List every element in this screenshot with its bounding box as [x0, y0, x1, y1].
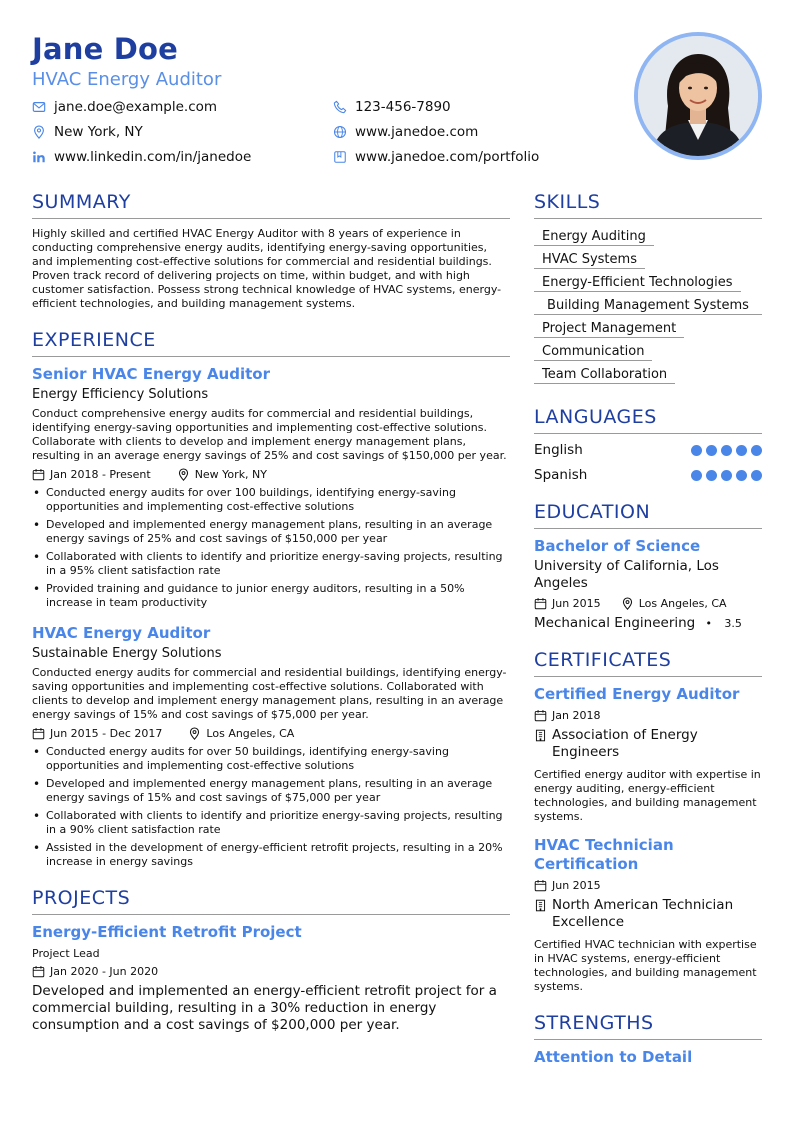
building-icon [534, 729, 547, 742]
project-description: Developed and implemented an energy-efficient retrofit project for a commercial building, resulting in a 30% reduction in energy consumption and a cost savings of $200,000 per year. [32, 983, 497, 1033]
certificate-date: Jan 2018 [552, 709, 601, 722]
website-text: www.janedoe.com [355, 124, 479, 140]
certificate-org-row [534, 727, 762, 761]
job-description: Conduct comprehensive energy audits for commercial and residential buildings, identifying energy-saving opportunities and implementing cost-effective solutions. Collaborate with clients to develop and implement energy management plans, resulting in an average energy savings of 25% and cost savings of $150,000 per year. [32, 407, 507, 462]
project-role: Project Lead [32, 947, 100, 960]
certificate-name: Certified Energy Auditor [534, 685, 740, 703]
education-heading: EDUCATION [534, 501, 762, 529]
project-title: Energy-Efficient Retrofit Project [32, 923, 302, 941]
education-date: Jun 2015 [552, 597, 601, 610]
education-field-row: Mechanical Engineering • 3.5 [534, 615, 742, 631]
job-company: Sustainable Energy Solutions [32, 646, 222, 661]
job-entry [32, 365, 510, 610]
list-item: • Provided training and guidance to junior energy auditors, resulting in a 50% increase in team productivity [32, 582, 510, 610]
portfolio-icon [333, 150, 347, 164]
calendar-icon [534, 879, 547, 892]
job-entry [32, 624, 510, 869]
linkedin-text: www.linkedin.com/in/janedoe [54, 149, 252, 165]
skill-tag: Project Management [534, 319, 684, 338]
calendar-icon [32, 727, 45, 740]
location-pin-icon [188, 727, 201, 740]
skill-tag: Energy Auditing [534, 227, 654, 246]
job-description: Conducted energy audits for commercial and residential buildings, identifying energy-saving opportunities and implementing cost-effective solutions. Collaborated with clients to develop and implement energy management plans, resulting in an average energy savings of 15% and cost savings of $75,000 per year. [32, 666, 507, 721]
calendar-icon [534, 597, 547, 610]
list-item: • Developed and implemented energy management plans, resulting in an average energy savings of 15% and cost savings of $75,000 per year [32, 777, 510, 805]
certificate-description: Certified HVAC technician with expertise in HVAC systems, energy-efficient technologies, and building management systems. [534, 938, 757, 993]
job-bullets [32, 486, 510, 610]
language-row [534, 467, 762, 483]
location-pin-icon [32, 125, 46, 139]
project-dates: Jan 2020 - Jun 2020 [50, 965, 159, 978]
profile-photo [634, 32, 762, 160]
list-item: • Collaborated with clients to identify and prioritize energy-saving projects, resulting in a 95% client satisfaction rate [32, 550, 510, 578]
job-location: Los Angeles, CA [206, 727, 295, 740]
proficiency-dots [687, 470, 762, 481]
job-dates: Jun 2015 - Dec 2017 [50, 727, 163, 740]
skills-heading: SKILLS [534, 191, 762, 219]
email-text: jane.doe@example.com [54, 99, 218, 115]
skills-list [534, 227, 762, 388]
summary-text: Highly skilled and certified HVAC Energy Auditor with 8 years of experience in conducting comprehensive energy audits, identifying energy-saving opportunities, and implementing cost-effective solutions for commercial and residential buildings. Proven track record of delivering projects on time, within budget, and with high customer satisfaction. Possess strong technical knowledge of HVAC systems, energy-efficient technologies, and building management systems. [32, 227, 502, 310]
list-item: • Assisted in the development of energy-efficient retrofit projects, resulting in a 20% increase in energy savings [32, 841, 510, 869]
contact-linkedin[interactable] [32, 149, 251, 165]
candidate-title: HVAC Energy Auditor [32, 69, 222, 90]
certificate-meta [534, 879, 762, 892]
portfolio-text: www.janedoe.com/portfolio [355, 149, 540, 165]
calendar-icon [32, 468, 45, 481]
left-column [32, 191, 510, 1034]
location-pin-icon [177, 468, 190, 481]
job-title: Senior HVAC Energy Auditor [32, 365, 270, 383]
education-entry [534, 537, 762, 631]
job-meta [32, 468, 510, 481]
certificate-date: Jun 2015 [552, 879, 601, 892]
certificate-org: North American Technician Excellence [552, 897, 734, 930]
strength-item: Attention to Detail [534, 1048, 693, 1066]
mail-icon [32, 100, 46, 114]
building-icon [534, 899, 547, 912]
skill-tag: Energy-Efficient Technologies [534, 273, 741, 292]
certificate-org-row [534, 897, 762, 931]
right-column [534, 191, 762, 1066]
location-text: New York, NY [54, 124, 143, 140]
location-pin-icon [621, 597, 634, 610]
contact-phone[interactable] [333, 99, 451, 115]
globe-icon [333, 125, 347, 139]
skill-tag: HVAC Systems [534, 250, 645, 269]
education-institution: University of California, Los Angeles [534, 558, 719, 591]
list-item: • Conducted energy audits for over 50 buildings, identifying energy-saving opportunities and implementing cost-effective solutions [32, 745, 510, 773]
list-item: • Conducted energy audits for over 100 buildings, identifying energy-saving opportunities and implementing cost-effective solutions [32, 486, 510, 514]
job-company: Energy Efficiency Solutions [32, 387, 209, 402]
skill-tag: Team Collaboration [534, 365, 675, 384]
contact-email[interactable] [32, 99, 217, 115]
list-item: • Developed and implemented energy management plans, resulting in an average energy savings of 25% and cost savings of $150,000 per year [32, 518, 510, 546]
language-row [534, 442, 762, 458]
contact-website[interactable] [333, 124, 478, 140]
avatar-illustration [638, 36, 758, 156]
list-item: • Collaborated with clients to identify and prioritize energy-saving projects, resulting in a 90% client satisfaction rate [32, 809, 510, 837]
contact-portfolio[interactable] [333, 149, 539, 165]
candidate-name: Jane Doe [32, 32, 179, 66]
education-degree: Bachelor of Science [534, 537, 701, 555]
language-name: Spanish [534, 467, 588, 483]
calendar-icon [32, 965, 45, 978]
education-location: Los Angeles, CA [638, 597, 727, 610]
certificate-org: Association of Energy Engineers [552, 727, 698, 760]
languages-heading: LANGUAGES [534, 406, 762, 434]
education-field: Mechanical Engineering [534, 615, 696, 631]
education-meta [534, 597, 762, 610]
calendar-icon [534, 709, 547, 722]
job-location: New York, NY [194, 468, 267, 481]
skill-tag: Communication [534, 342, 652, 361]
certificate-description: Certified energy auditor with expertise in energy auditing, energy-efficient technologies, and building management systems. [534, 768, 761, 823]
proficiency-dots [687, 445, 762, 456]
contact-location [32, 124, 143, 140]
certificate-entry [534, 685, 762, 824]
summary-heading: SUMMARY [32, 191, 510, 219]
certificate-name: HVAC Technician Certification [534, 836, 674, 873]
experience-heading: EXPERIENCE [32, 329, 510, 357]
strengths-heading: STRENGTHS [534, 1012, 762, 1040]
job-bullets [32, 745, 510, 869]
job-dates: Jan 2018 - Present [50, 468, 151, 481]
projects-heading: PROJECTS [32, 887, 510, 915]
contact-block [32, 99, 592, 174]
job-title: HVAC Energy Auditor [32, 624, 211, 642]
project-meta [32, 965, 510, 978]
linkedin-icon [32, 150, 46, 164]
skill-tag: Building Management Systems [534, 296, 762, 315]
language-name: English [534, 442, 583, 458]
certificate-meta [534, 709, 762, 722]
certificates-heading: CERTIFICATES [534, 649, 762, 677]
phone-text: 123-456-7890 [355, 99, 451, 115]
phone-icon [333, 100, 347, 114]
job-meta [32, 727, 510, 740]
certificate-entry [534, 836, 762, 994]
project-entry [32, 923, 510, 1034]
education-gpa: 3.5 [724, 617, 742, 630]
